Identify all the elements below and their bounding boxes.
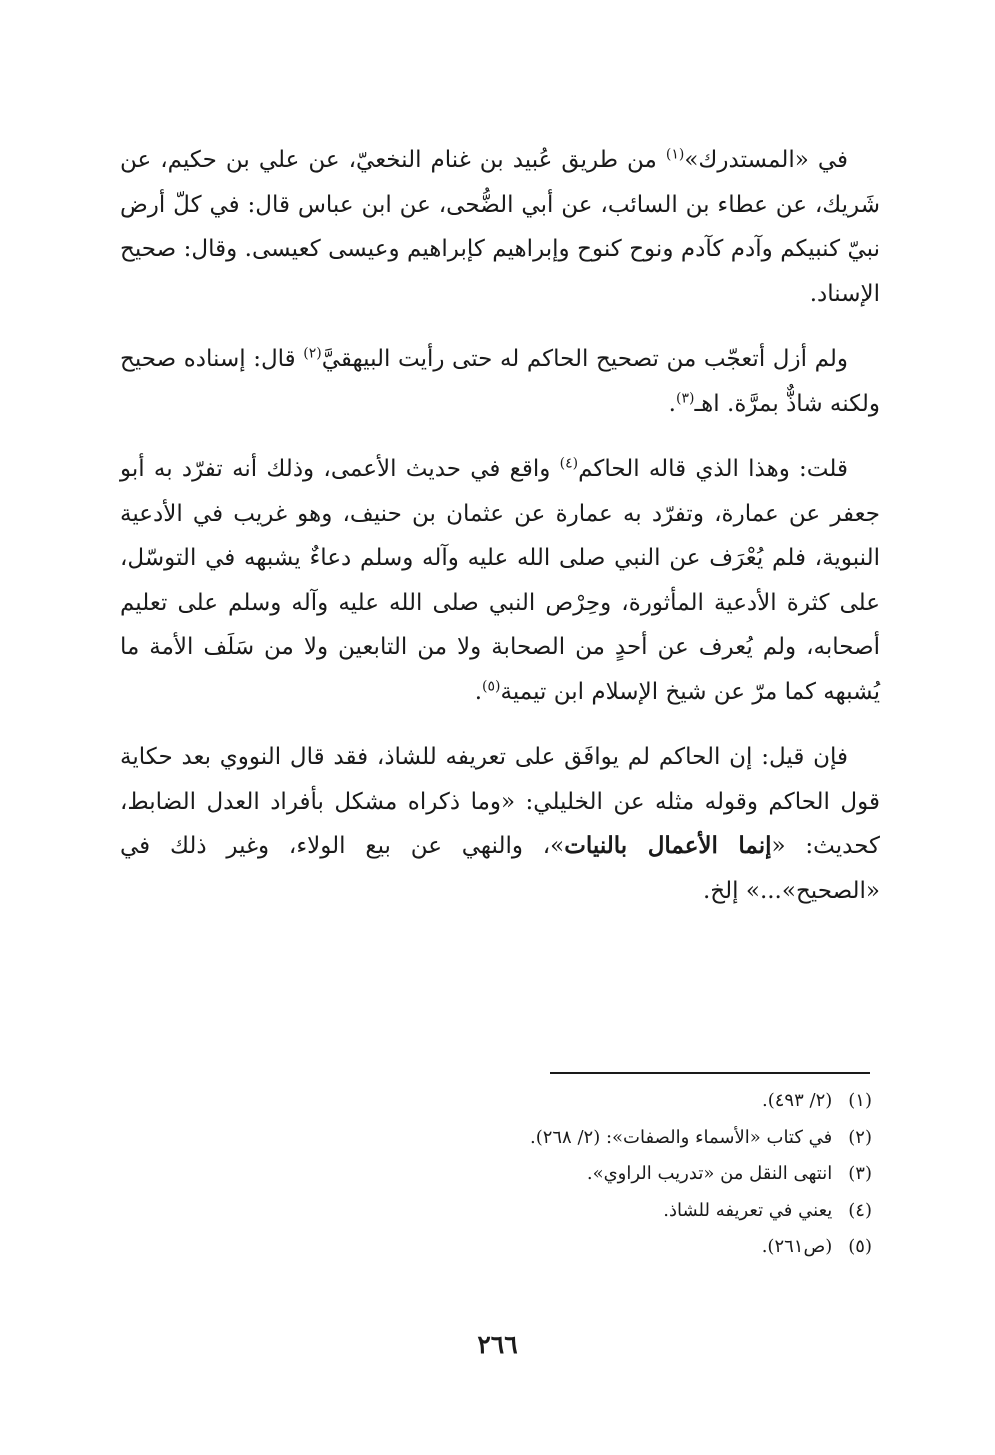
footnote-3 <box>120 1156 872 1193</box>
text-segment: ولم أزل أتعجّب من تصحيح الحاكم له حتى رأيت البيهقيَّ <box>321 346 849 372</box>
footnote-5 <box>120 1229 872 1266</box>
footnotes <box>120 1083 872 1266</box>
text-segment: . <box>474 678 483 705</box>
footnote-ref-1: (١) <box>665 146 685 163</box>
footnote-text: (ص٢٦١). <box>761 1236 833 1257</box>
paragraph-1 <box>120 138 880 316</box>
footnote-4 <box>120 1193 872 1230</box>
footnote-separator <box>550 1072 870 1074</box>
footnote-1 <box>120 1083 872 1120</box>
footnote-text: في كتاب «الأسماء والصفات»: (٢/ ٢٦٨). <box>529 1126 833 1148</box>
text-segment: قلت: وهذا الذي قاله الحاكم <box>578 456 848 482</box>
paragraph-4 <box>120 735 880 913</box>
text-segment: . <box>668 390 676 417</box>
footnote-number: (٢) <box>848 1126 872 1148</box>
main-text <box>120 138 880 934</box>
footnote-text: انتهى النقل من «تدريب الراوي». <box>586 1163 833 1184</box>
text-segment: »، والنهي عن بيع الولاء، وغير ذلك في «الصحيح»...» إلخ. <box>120 833 880 904</box>
footnote-number: (٤) <box>848 1199 872 1221</box>
footnote-text: (٢/ ٤٩٣). <box>762 1090 833 1111</box>
footnote-ref-2: (٢) <box>303 345 322 362</box>
footnote-text: يعني في تعريفه للشاذ. <box>663 1199 833 1221</box>
footnote-ref-4: (٤) <box>559 455 579 472</box>
paragraph-3 <box>120 447 880 714</box>
text-segment: فإن قيل: إن الحاكم لم يوافَق على تعريفه للشاذ، فقد قال النووي بعد حكاية قول الحاكم وقوله مثله عن الخليلي: «وما ذكراه مشكل بأفراد العدل الضابط، كحديث: « <box>120 744 880 859</box>
text-segment: في «المستدرك» <box>684 147 848 173</box>
text-segment: قال: إسناده صحيح ولكنه شاذٌّ بمرَّة. اهـ <box>120 346 880 417</box>
footnote-number: (٣) <box>848 1163 872 1184</box>
footnote-number: (٥) <box>848 1236 872 1257</box>
paragraph-2 <box>120 337 880 426</box>
text-segment: واقع في حديث الأعمى، وذلك أنه تفرّد به أبو جعفر عن عمارة، وتفرّد به عمارة عن عثمان بن حنيف، وهو غريب في الأدعية النبوية، فلم يُعْرَف عن النبي صلى الله عليه وآله وسلم دعاءٌ يشبهه في التوسّل، على كثرة الأدعية المأثورة، وحِرْص النبي صلى الله عليه وآله وسلم على تعليم أصحابه، ولم يُعرف عن أحدٍ من الصحابة ولا من التابعين ولا من سَلَف الأمة ما يُشبهه كما مرّ عن شيخ الإسلام ابن تيمية <box>120 456 880 705</box>
page-number: ٢٦٦ <box>477 1330 518 1359</box>
footnote-number: (١) <box>848 1090 872 1111</box>
footnote-2 <box>120 1120 872 1157</box>
footnote-ref-3: (٣) <box>675 389 695 406</box>
text-segment: من طريق عُبيد بن غنام النخعيّ، عن علي بن حكيم، عن شَريك، عن عطاء بن السائب، عن أبي الضُّحى، عن ابن عباس قال: في كلّ أرض نبيّ كنبيكم وآدم كآدم ونوح كنوح وإبراهيم كإبراهيم وعيسى كعيسى. وقال: صحيح الإسناد. <box>120 147 880 307</box>
hadith-quote: إنما الأعمال بالنيات <box>564 832 772 859</box>
footnote-ref-5: (٥) <box>482 677 501 694</box>
